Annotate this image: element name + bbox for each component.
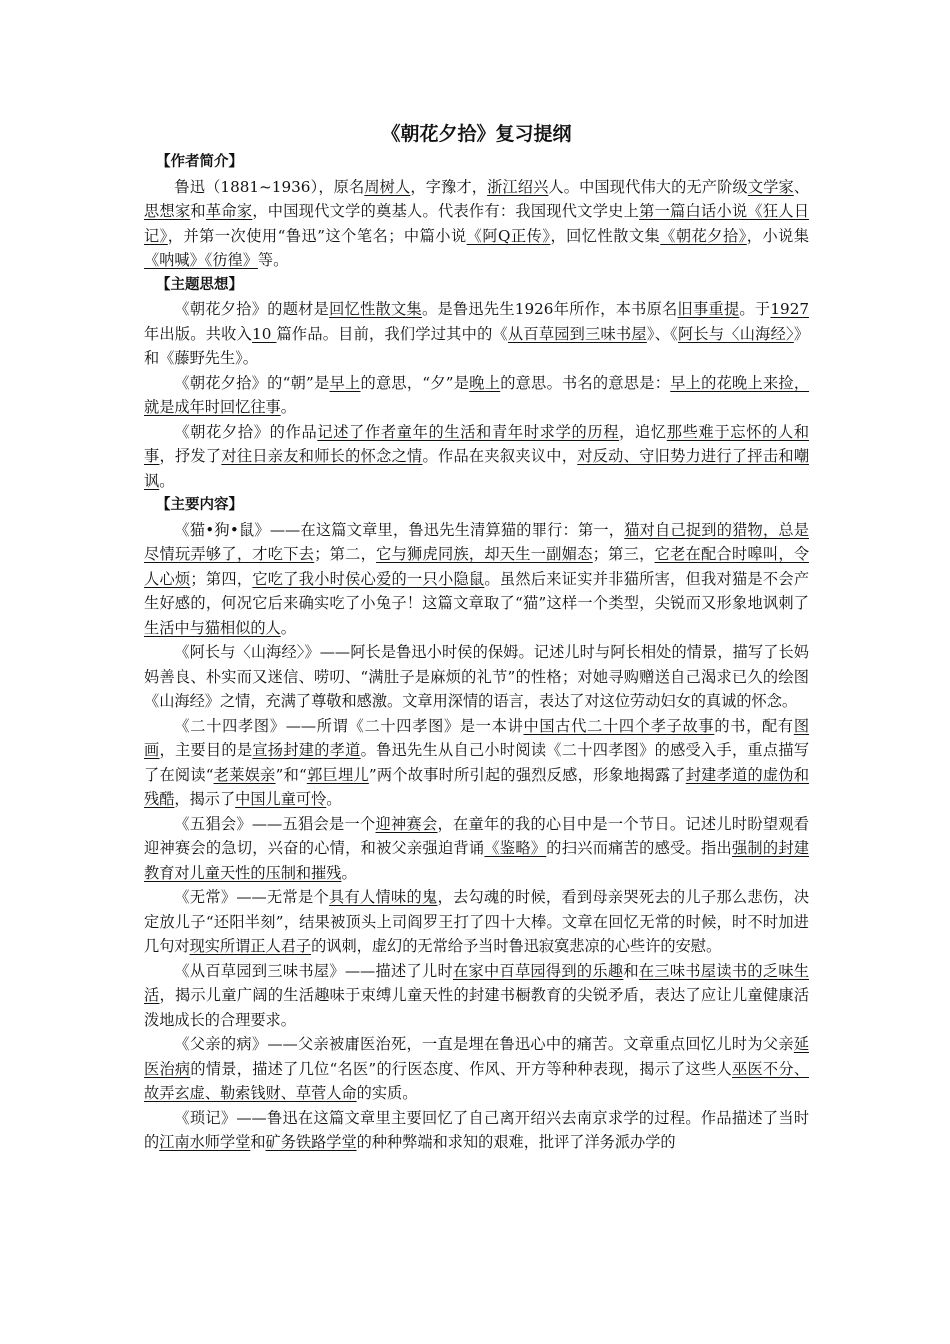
text-run: 。于 xyxy=(739,300,771,318)
underlined-key-phrase: 文学家 xyxy=(747,177,794,196)
text-run: ，中国现代文学的奠基人。代表作有：我国现代文学史上 xyxy=(252,202,640,220)
text-run: ，抒发了 xyxy=(159,447,222,465)
text-run: 《二十四孝图》——所谓《二十四孝图》是一本讲 xyxy=(174,716,524,735)
underlined-key-phrase: 现实所谓正人君子 xyxy=(189,937,312,955)
text-run: 、 xyxy=(793,177,810,196)
document-body xyxy=(144,150,809,1155)
text-run: 。鲁迅先生从自己小时阅读《二十四孝图》的感受入手，重点描写了在阅读“ xyxy=(144,741,810,784)
underlined-key-phrase: 宣扬封建的孝道 xyxy=(252,741,361,759)
underlined-key-phrase: 迎神赛会 xyxy=(375,814,438,833)
underlined-key-phrase: 老莱娱亲 xyxy=(213,765,276,784)
underlined-key-phrase: 江南水师学堂 xyxy=(159,1133,251,1151)
text-run: ，追忆 xyxy=(619,422,667,441)
text-run: 《琐记》——鲁迅在这篇文章里主要回忆了自己离开绍兴去南京求学的过程。作品描述了当时的 xyxy=(144,1108,809,1151)
underlined-key-phrase: 在家中百草园得到的乐趣 xyxy=(452,961,624,980)
text-run: 。作品在夹叙夹议中， xyxy=(422,447,578,465)
paragraph xyxy=(144,1032,809,1106)
underlined-key-phrase: 旧事重提 xyxy=(677,300,740,318)
underlined-key-phrase: 回忆性散文集 xyxy=(329,300,422,318)
section-heading: 【主要内容】 xyxy=(156,497,243,513)
text-run: 《无常》——无常是个 xyxy=(174,888,330,906)
underlined-key-phrase: 浙江绍兴 xyxy=(487,177,549,196)
text-run: 。 xyxy=(159,471,175,490)
text-run: 篇作品。目前，我们学过其中的《 xyxy=(276,324,508,343)
text-run: 《朝花夕拾》的作品 xyxy=(174,422,318,441)
text-run: ；第四， xyxy=(190,569,253,588)
underlined-key-phrase: 对反动、守旧势力进行了抨击和嘲讽 xyxy=(144,447,810,490)
text-run: ”和“ xyxy=(275,765,307,784)
underlined-key-phrase: 早上的花晚上来捡，就是成年时回忆往事 xyxy=(144,373,810,416)
text-run: 人。中国现代伟大的无产阶级 xyxy=(548,177,748,196)
paragraph xyxy=(144,714,809,812)
paragraph xyxy=(144,297,809,371)
text-run: 的书，配有 xyxy=(714,716,794,735)
text-run: 《从百草园到三味书屋》——描述了儿时 xyxy=(174,961,453,980)
underlined-key-phrase: 它与狮虎同族，却天生一副媚态 xyxy=(376,545,593,563)
text-run: ，并第一次使用“鲁迅”这个笔名；中篇小说 xyxy=(167,226,467,245)
underlined-key-phrase: 第一篇白话小说《狂人日记》 xyxy=(144,202,810,245)
underlined-key-phrase: 早上 xyxy=(329,373,361,392)
text-run: 和 xyxy=(190,202,206,220)
underlined-key-phrase: 对往日亲友和师长的怀念之情 xyxy=(221,447,423,465)
text-run: 的情景，描述了几位“名医”的行医态度、作风、开方等种种表现，揭示了这些人 xyxy=(190,1059,732,1078)
underlined-key-phrase: 巫医不分、故弄玄虚、勒索钱财、草菅人命 xyxy=(144,1059,810,1102)
text-run: 的种种弊端和求知的艰难，批评了洋务派办学的 xyxy=(356,1133,676,1151)
text-run: 的意思，“夕”是 xyxy=(360,373,470,392)
underlined-key-phrase: 《朝花夕拾》 xyxy=(660,226,747,245)
text-run: ，揭示了 xyxy=(174,790,236,808)
text-run: ，揭示儿童广阔的生活趣味于束缚儿童天性的封建书橱教育的尖锐矛盾，表达了应让儿童健康活泼地成长的合理要求。 xyxy=(144,986,810,1029)
underlined-key-phrase: 从百草园到三味书屋 xyxy=(507,324,647,343)
underlined-key-phrase: 记述了作者童年的生活和青年时求学的历程 xyxy=(317,422,620,441)
text-run: 的意思。书名的意思是： xyxy=(500,373,671,392)
underlined-key-phrase: 强制的封建教育对儿童天性的压制和摧残 xyxy=(144,839,810,882)
paragraph xyxy=(144,371,809,420)
underlined-key-phrase: 具有人情味的鬼 xyxy=(329,888,438,906)
underlined-key-phrase: 图画 xyxy=(144,716,810,759)
text-run: ”两个故事时所引起的强烈反感，形象地揭露了 xyxy=(368,765,686,784)
section-heading: 【主题思想】 xyxy=(156,276,243,293)
text-run: 《父亲的病》——父亲被庸医治死，一直是埋在鲁迅心中的痛苦。文章重点回忆儿时为父亲 xyxy=(174,1035,794,1053)
text-run: 。虽然后来证实并非猫所害，但我对猫是不会产生好感的，何况它后来确实吃了小兔子！这篇文章取了“猫”这样一个类型，尖锐而又形象地讽刺了 xyxy=(144,569,810,612)
text-run: ，字豫才， xyxy=(410,177,488,196)
text-run: 》和《藤野先生》。 xyxy=(144,324,810,367)
text-run: 《猫•狗•鼠》——在这篇文章里，鲁迅先生清算猫的罪行：第一， xyxy=(174,520,625,539)
paragraph xyxy=(144,518,809,641)
text-run: ，在童年的我的心目中是一个节日。记述儿时盼望观看迎神赛会的急切，兴奋的心情，和被父亲强迫背诵 xyxy=(144,814,810,857)
text-run: 年出版。共收入 xyxy=(144,324,253,343)
document-page xyxy=(144,118,809,1155)
text-run: ，小说集 xyxy=(746,226,810,245)
underlined-key-phrase: 郭巨埋儿 xyxy=(306,765,369,784)
document-title: 《朝花夕拾》复习提纲 xyxy=(381,123,572,145)
paragraph xyxy=(144,1106,809,1155)
underlined-key-phrase: 延医治病 xyxy=(144,1035,809,1078)
text-run: 。 xyxy=(341,863,357,882)
text-run: 等。 xyxy=(257,251,289,269)
underlined-key-phrase: 矿务铁路学堂 xyxy=(265,1133,357,1151)
section-heading: 【作者简介】 xyxy=(156,154,243,170)
text-run: ，去勾魂的时候，看到母亲哭死去的儿子那么悲伤，决定放儿子“还阳半刻”，结果被顶头上司阎罗王打了四十大棒。文章在回忆无常的时候，时不时加进几句对 xyxy=(144,888,810,955)
underlined-key-phrase: 思想家 xyxy=(144,202,191,220)
underlined-key-phrase: 晚上 xyxy=(469,373,501,392)
text-run: 的讽刺，虚幻的无常给予当时鲁迅寂寞悲凉的心些许的安慰。 xyxy=(311,937,722,955)
underlined-key-phrase: 在三味书屋读书的乏味生活 xyxy=(144,961,810,1004)
text-run: 和 xyxy=(250,1133,266,1151)
text-run: 《五猖会》——五猖会是一个 xyxy=(174,814,376,833)
text-run: 。 xyxy=(280,618,296,637)
text-run: ；第三， xyxy=(592,545,655,563)
text-run: 《阿长与〈山海经〉》——阿长是鲁迅小时侯的保姆。记述儿时与阿长相处的情景，描写了长妈妈善良、朴实而又迷信、唠叨、“满肚子是麻烦的礼节”的性格；对她寻购赠送自己渴求已久的绘图《山海经》之情，充满了尊敬和感激。文章用深情的语言，表达了对这位劳动妇女的真诚的怀念。 xyxy=(144,643,809,710)
underlined-key-phrase: 封建孝道的虚伪和残酷 xyxy=(144,765,810,808)
text-run: 。是鲁迅先生1926年所作，本书原名 xyxy=(421,300,678,318)
underlined-key-phrase: 1927 xyxy=(770,300,810,318)
text-run: ，回忆性散文集 xyxy=(550,226,661,245)
paragraph xyxy=(144,420,809,494)
underlined-key-phrase: 10 xyxy=(252,324,277,343)
underlined-key-phrase: 《鉴略》 xyxy=(484,839,547,857)
underlined-key-phrase: 《阿Q正传》 xyxy=(466,226,551,245)
underlined-key-phrase: 猫对自己捉到的猎物，总是尽情玩弄够了，才吃下去 xyxy=(144,520,809,563)
text-run: 》、《 xyxy=(646,324,678,343)
text-run: ，主要目的是 xyxy=(159,741,253,759)
underlined-key-phrase: 它老在配合时嗥叫，令人心烦 xyxy=(144,545,810,588)
text-run: 的扫兴而痛苦的感受。指出 xyxy=(546,839,732,857)
text-run: 。 xyxy=(326,790,342,808)
text-run: 《朝花夕拾》的“朝”是 xyxy=(174,373,330,392)
text-run: 鲁迅（1881~1936），原名 xyxy=(174,177,365,196)
underlined-key-phrase: 《呐喊》《彷徨》 xyxy=(144,251,258,269)
underlined-key-phrase: 那些难于忘怀的人和事 xyxy=(144,422,810,465)
underlined-key-phrase: 周树人 xyxy=(364,177,411,196)
text-run: ；第二， xyxy=(314,545,377,563)
paragraph xyxy=(144,640,809,714)
underlined-key-phrase: 中国古代二十四个孝子故事 xyxy=(523,716,715,735)
paragraph xyxy=(144,885,809,959)
paragraph xyxy=(144,959,809,1033)
text-run: 《朝花夕拾》的题材是 xyxy=(174,300,330,318)
underlined-key-phrase: 阿长与〈山海经〉 xyxy=(677,324,794,343)
underlined-key-phrase: 中国儿童可怜 xyxy=(235,790,327,808)
underlined-key-phrase: 革命家 xyxy=(205,202,253,220)
text-run: 和 xyxy=(623,961,639,980)
paragraph xyxy=(144,175,809,273)
text-run: 。 xyxy=(280,398,296,416)
paragraph xyxy=(144,812,809,886)
underlined-key-phrase: 生活中与猫相似的人 xyxy=(144,618,281,637)
underlined-key-phrase: 它吃了我小时侯心爱的一只小隐鼠 xyxy=(252,569,485,588)
text-run: 的实质。 xyxy=(356,1084,418,1102)
